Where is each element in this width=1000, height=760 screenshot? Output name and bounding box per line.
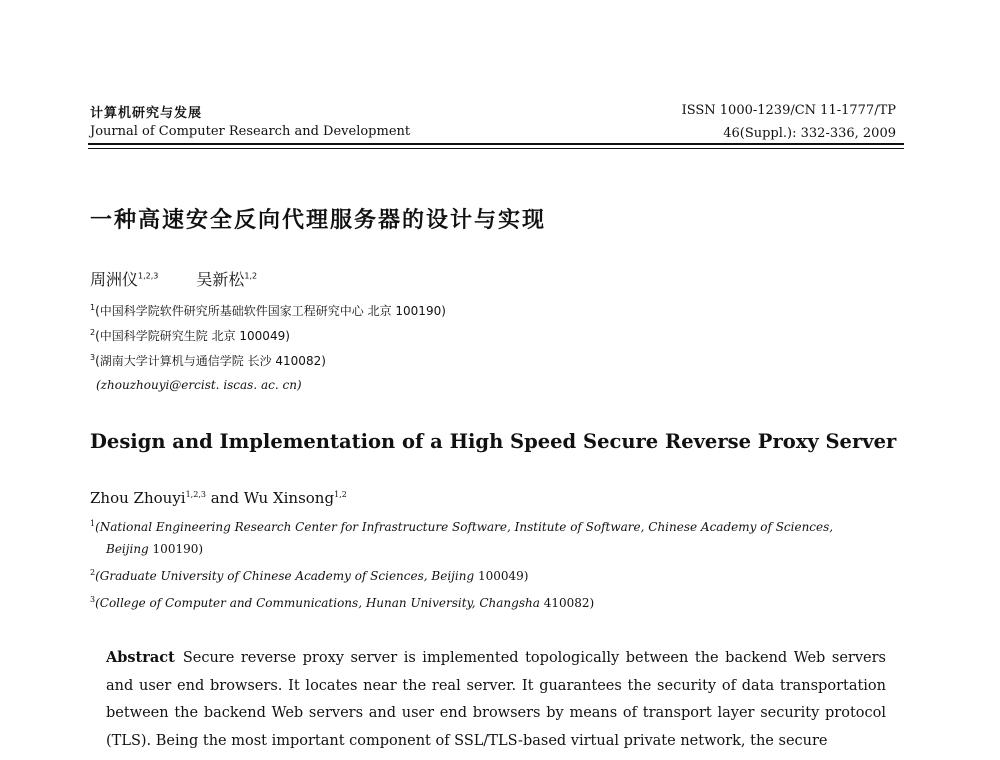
author-name-cn: 吴新松	[196, 270, 245, 289]
affil-text: (中国科学院研究生院 北京 100049)	[95, 329, 290, 343]
abstract-label: Abstract	[106, 649, 175, 666]
author-affil-sup: 1,2,3	[138, 271, 159, 281]
paper-title-cn: 一种高速安全反向代理服务器的设计与实现	[90, 208, 547, 233]
affil-text: (Graduate University of Chinese Academy of Sciences, Beijing	[95, 569, 475, 583]
affiliation-en	[90, 569, 528, 583]
affil-sup: 1	[90, 303, 96, 312]
affil-text: (中国科学院软件研究所基础软件国家工程研究中心 北京 100190)	[95, 304, 446, 318]
author-conjunction: and	[205, 489, 244, 507]
affil-text: (湖南大学计算机与通信学院 长沙 410082)	[95, 354, 326, 368]
author-email: (zhouzhouyi@ercist. iscas. ac. cn)	[96, 378, 302, 392]
paper-title-en: Design and Implementation of a High Speed Secure Reverse Proxy Server	[90, 430, 897, 453]
affil-text: (College of Computer and Communications, Hunan University, Changsha	[95, 596, 540, 610]
author-affil-sup: 1,2	[244, 271, 258, 281]
author-affil-sup: 1,2	[334, 490, 347, 499]
author-name-en: Wu Xinsong	[243, 489, 335, 507]
authors-en	[90, 489, 347, 507]
affil-postcode: 100190)	[148, 542, 204, 556]
author-name-cn: 周洲仪	[90, 270, 139, 289]
affiliation-cn	[90, 327, 290, 344]
affiliation-cn	[90, 302, 446, 319]
author-affil-sup: 1,2,3	[185, 490, 206, 499]
affiliation-en	[90, 596, 594, 610]
header-rule-thick	[88, 143, 904, 145]
header-rule-thin	[88, 148, 904, 149]
affil-text: (National Engineering Research Center for Infrastructure Software, Institute of Software, Chinese Academy of Sciences,	[95, 520, 834, 534]
abstract-text: Secure reverse proxy server is implemented topologically between the backend Web servers and user end browsers. It locates near the real server. It guarantees the security of data transportation between the backend Web servers and user end browsers by means of transport layer security protocol (TLS). Being the most important component of SSL/TLS-based virtual private network, the secure	[106, 650, 886, 749]
journal-issn: ISSN 1000-1239/CN 11-1777/TP	[681, 103, 896, 118]
authors-cn	[90, 267, 257, 290]
affil-sup: 2	[90, 568, 96, 577]
journal-title-en: Journal of Computer Research and Development	[90, 124, 411, 139]
affiliation-cn	[90, 352, 326, 369]
affil-sup: 1	[90, 519, 96, 528]
affil-postcode: 100049)	[474, 569, 529, 583]
affil-sup: 2	[90, 328, 96, 337]
abstract	[106, 644, 886, 755]
affil-postcode: 410082)	[539, 596, 595, 610]
affil-sup: 3	[90, 353, 96, 362]
affil-sup: 3	[90, 595, 96, 604]
affiliation-en	[90, 520, 833, 534]
affiliation-en-cont	[106, 542, 203, 556]
author-name-en: Zhou Zhouyi	[90, 489, 186, 507]
journal-title-cn: 计算机研究与发展	[90, 106, 203, 121]
journal-volume: 46(Suppl.): 332-336, 2009	[723, 126, 896, 141]
affil-city: Beijing	[106, 542, 149, 556]
